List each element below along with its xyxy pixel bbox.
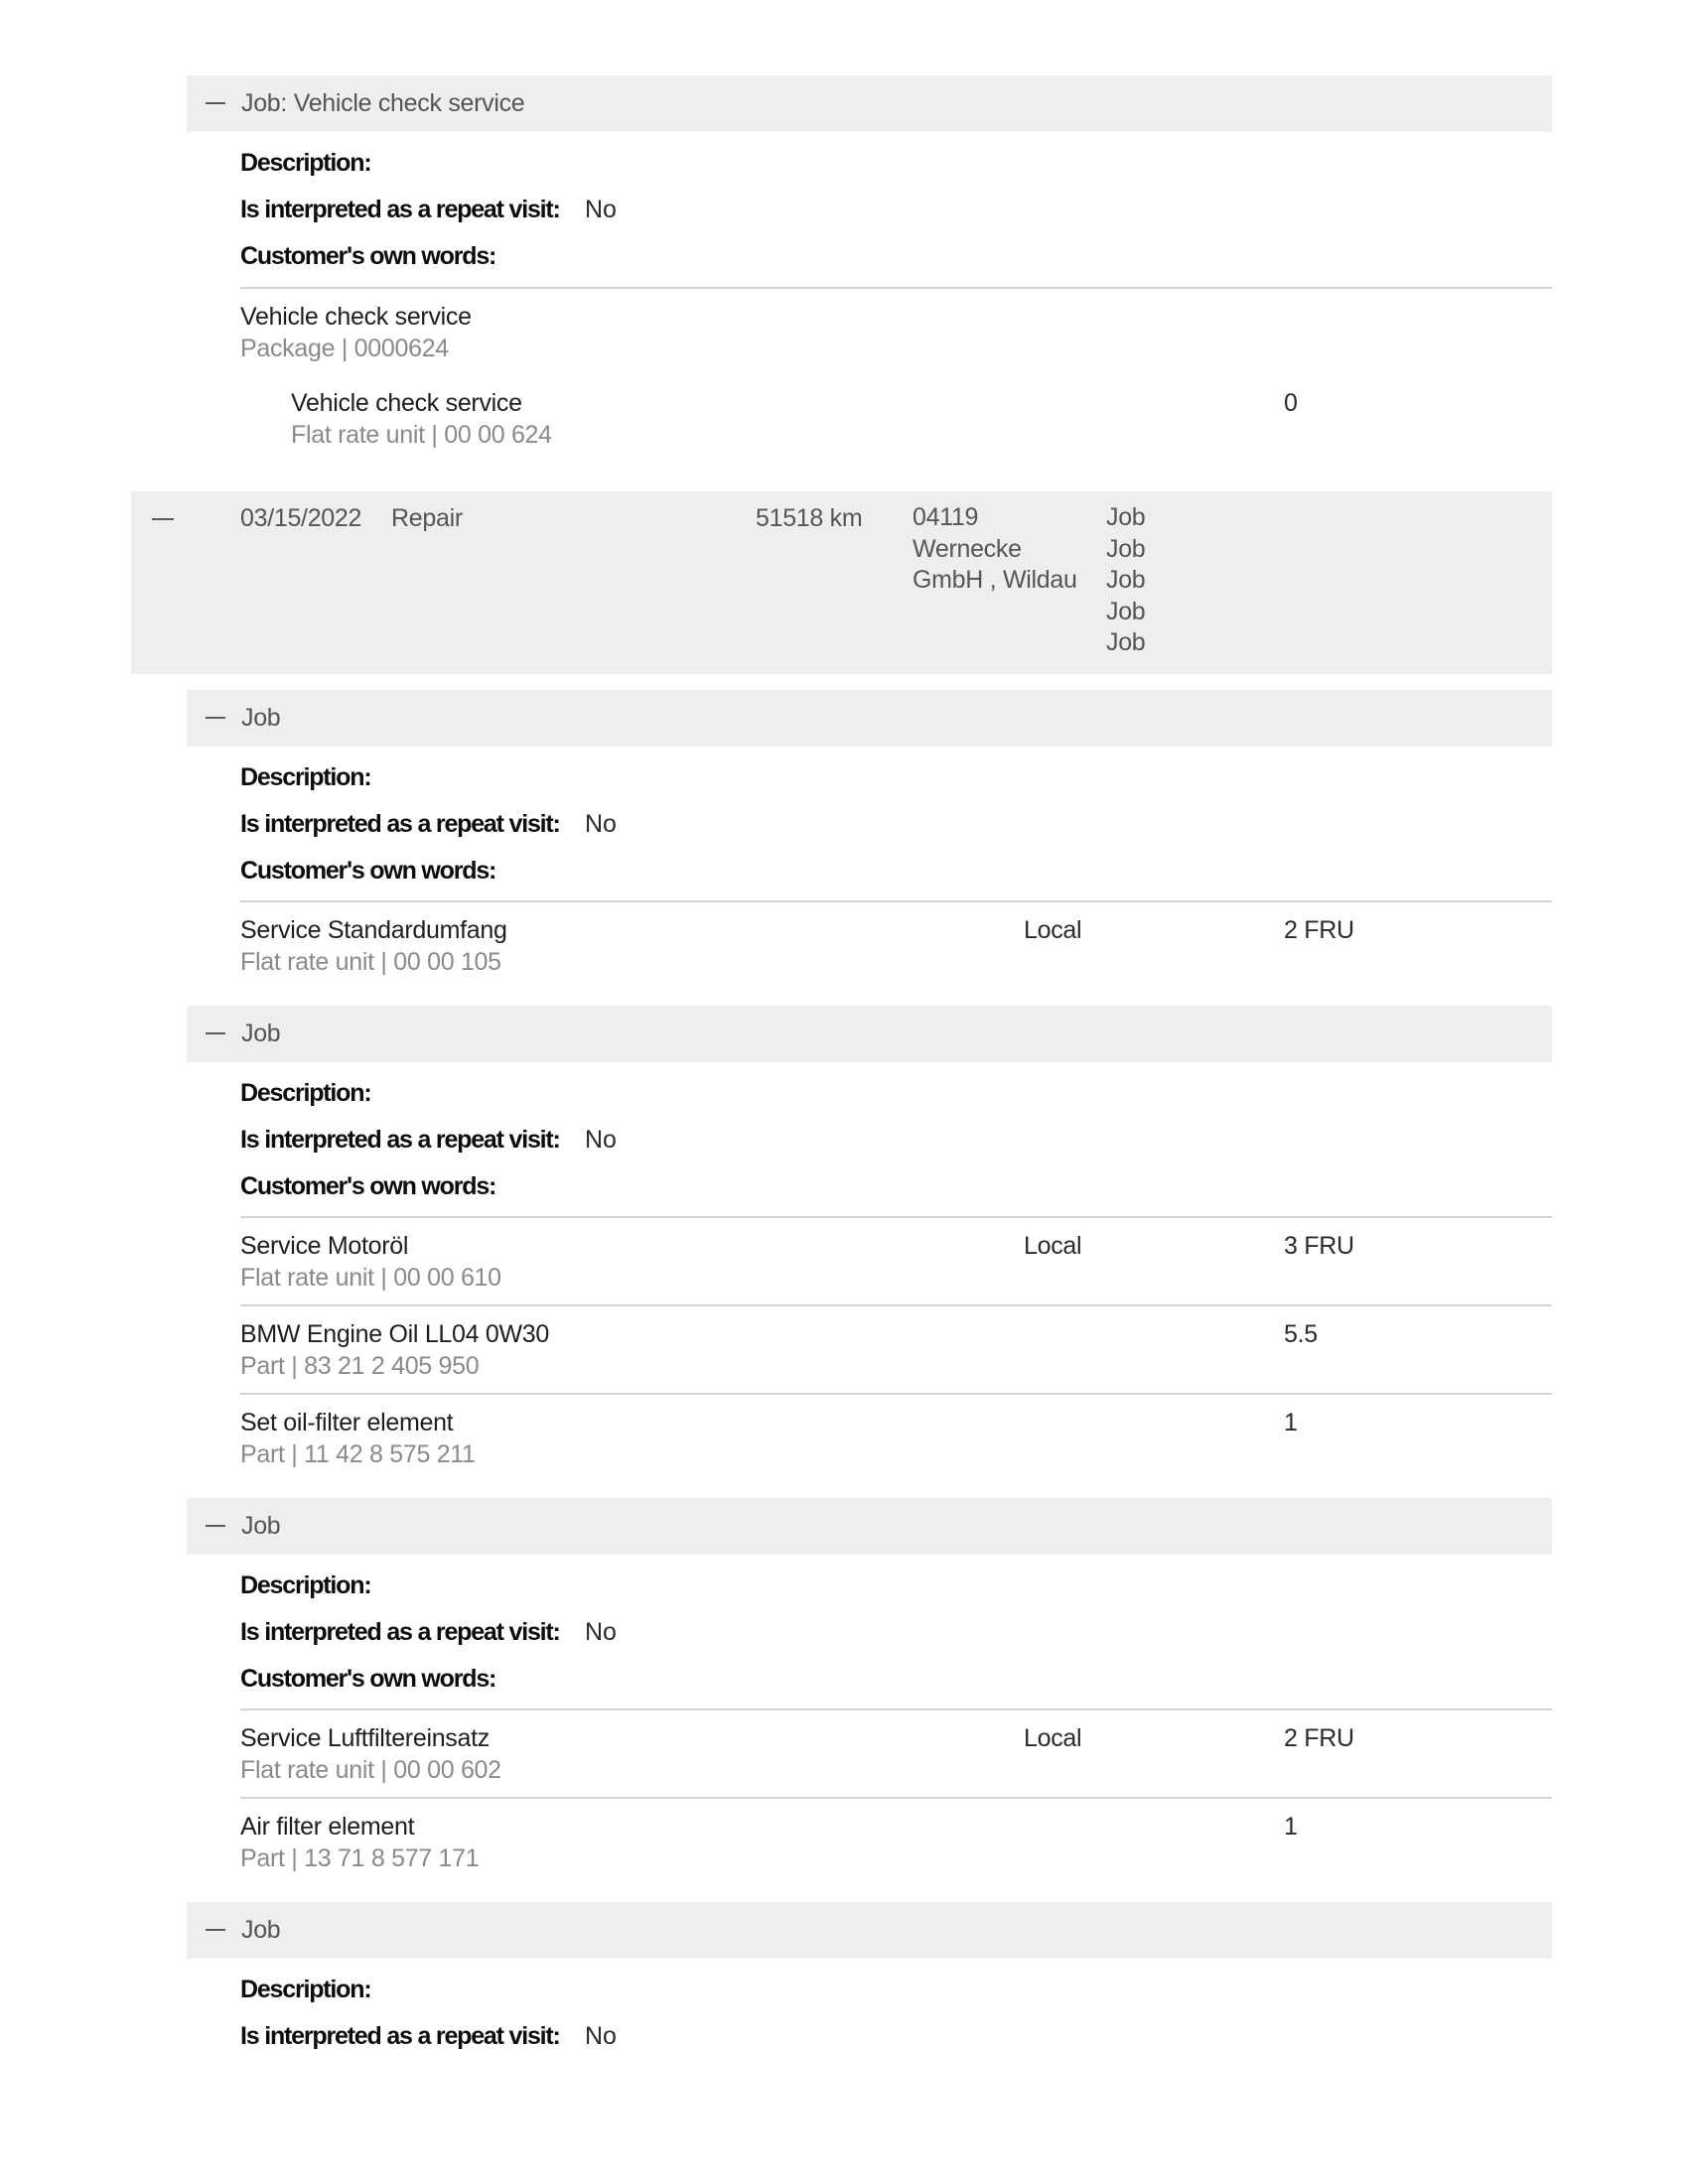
visit-mileage: 51518 km xyxy=(756,504,863,532)
item-sub: Flat rate unit | 00 00 105 xyxy=(240,948,501,976)
item-name: Set oil-filter element xyxy=(240,1409,454,1436)
divider xyxy=(240,900,1552,902)
package-name: Vehicle check service xyxy=(240,303,472,331)
job-header[interactable] xyxy=(187,1006,1552,1062)
description-label: Description: xyxy=(240,763,371,791)
customer-words-label: Customer's own words: xyxy=(240,242,496,270)
divider xyxy=(240,1216,1552,1218)
item-sub: Part | 11 42 8 575 211 xyxy=(240,1440,476,1468)
description-label: Description: xyxy=(240,1976,371,2003)
item-location: Local xyxy=(1024,1232,1082,1260)
dealer-info xyxy=(913,502,1077,597)
job-header[interactable] xyxy=(187,1902,1552,1959)
item-sub: Flat rate unit | 00 00 624 xyxy=(291,421,552,449)
item-quantity: 2 FRU xyxy=(1284,1724,1354,1752)
item-sub: Part | 13 71 8 577 171 xyxy=(240,1844,480,1872)
repeat-visit-value: No xyxy=(585,2022,617,2050)
item-location: Local xyxy=(1024,1724,1082,1752)
visit-job-link[interactable]: Job xyxy=(1106,597,1146,625)
job-title: Job xyxy=(241,1512,281,1540)
item-sub: Flat rate unit | 00 00 602 xyxy=(240,1756,501,1784)
item-name: Service Motoröl xyxy=(240,1232,409,1260)
item-quantity: 1 xyxy=(1284,1409,1298,1436)
divider xyxy=(240,1708,1552,1710)
dealer-line: GmbH , Wildau xyxy=(913,566,1077,594)
divider xyxy=(240,287,1552,289)
collapse-icon[interactable] xyxy=(206,1929,225,1931)
repeat-visit-label: Is interpreted as a repeat visit: xyxy=(240,196,560,223)
job-title: Job: Vehicle check service xyxy=(241,89,525,117)
repeat-visit-value: No xyxy=(585,810,617,838)
job-title: Job xyxy=(241,1020,281,1047)
customer-words-label: Customer's own words: xyxy=(240,1665,496,1693)
repeat-visit-label: Is interpreted as a repeat visit: xyxy=(240,2022,560,2050)
collapse-icon[interactable] xyxy=(206,717,225,719)
item-quantity: 3 FRU xyxy=(1284,1232,1354,1260)
item-sub: Part | 83 21 2 405 950 xyxy=(240,1352,480,1380)
package-sub: Package | 0000624 xyxy=(240,335,449,362)
visit-job-link[interactable]: Job xyxy=(1106,628,1146,656)
description-label: Description: xyxy=(240,149,371,177)
item-quantity: 2 FRU xyxy=(1284,916,1354,944)
item-name: Service Luftfiltereinsatz xyxy=(240,1724,490,1752)
item-sub: Flat rate unit | 00 00 610 xyxy=(240,1264,501,1292)
job-header[interactable] xyxy=(187,690,1552,747)
customer-words-label: Customer's own words: xyxy=(240,1172,496,1200)
visit-type: Repair xyxy=(391,504,463,532)
item-quantity: 1 xyxy=(1284,1813,1298,1841)
job-title: Job xyxy=(241,704,281,732)
job-header[interactable] xyxy=(187,1498,1552,1555)
item-quantity: 0 xyxy=(1284,389,1298,417)
divider xyxy=(240,1304,1552,1306)
visit-job-link[interactable]: Job xyxy=(1106,503,1146,531)
collapse-icon[interactable] xyxy=(206,1032,225,1034)
collapse-icon[interactable] xyxy=(152,518,174,520)
visit-date: 03/15/2022 xyxy=(240,504,362,532)
repeat-visit-label: Is interpreted as a repeat visit: xyxy=(240,1618,560,1646)
repeat-visit-value: No xyxy=(585,196,617,223)
description-label: Description: xyxy=(240,1571,371,1599)
item-name: Service Standardumfang xyxy=(240,916,507,944)
item-name: Vehicle check service xyxy=(291,389,522,417)
dealer-line: 04119 xyxy=(913,503,979,531)
collapse-icon[interactable] xyxy=(206,102,225,104)
repeat-visit-label: Is interpreted as a repeat visit: xyxy=(240,810,560,838)
visit-job-link[interactable]: Job xyxy=(1106,534,1146,563)
divider xyxy=(240,1797,1552,1799)
item-name: Air filter element xyxy=(240,1813,415,1841)
item-name: BMW Engine Oil LL04 0W30 xyxy=(240,1320,550,1348)
dealer-line: Wernecke xyxy=(913,534,1022,563)
repeat-visit-value: No xyxy=(585,1618,617,1646)
repeat-visit-value: No xyxy=(585,1126,617,1154)
description-label: Description: xyxy=(240,1079,371,1107)
job-title: Job xyxy=(241,1916,281,1944)
visit-job-list xyxy=(1106,502,1145,659)
job-header-vehicle-check[interactable] xyxy=(187,75,1552,132)
divider xyxy=(240,1393,1552,1395)
item-quantity: 5.5 xyxy=(1284,1320,1318,1348)
collapse-icon[interactable] xyxy=(206,1525,225,1527)
item-location: Local xyxy=(1024,916,1082,944)
visit-job-link[interactable]: Job xyxy=(1106,566,1146,594)
repeat-visit-label: Is interpreted as a repeat visit: xyxy=(240,1126,560,1154)
customer-words-label: Customer's own words: xyxy=(240,857,496,885)
